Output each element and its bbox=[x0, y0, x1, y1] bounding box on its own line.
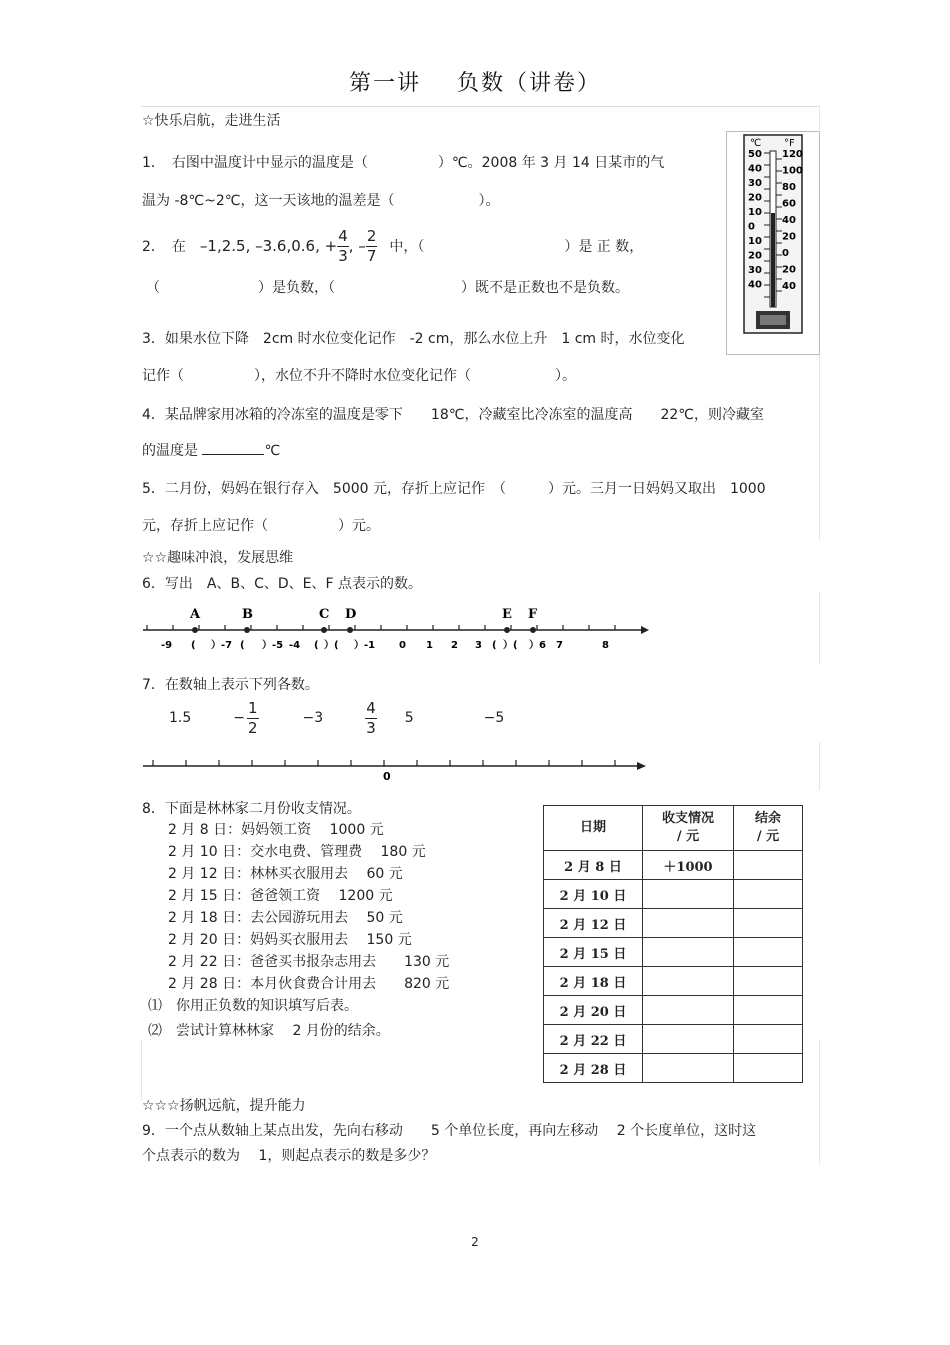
col-amount-unit: / 元 bbox=[676, 829, 700, 844]
q7-number-2-fraction bbox=[247, 699, 259, 738]
table-row bbox=[544, 909, 803, 938]
q7-number-2-sign: − bbox=[233, 710, 245, 726]
section-heading-2: ☆☆趣味冲浪，发展思维 bbox=[142, 550, 294, 566]
q6-tick-label: ( bbox=[314, 640, 319, 651]
q6-tick-label: 7 bbox=[556, 640, 563, 651]
celsius-tick-label: 10 bbox=[748, 236, 762, 247]
q6-point-label: D bbox=[345, 607, 357, 622]
frame-right-edge-3 bbox=[819, 592, 820, 664]
row-date: 2 月 12 日 bbox=[544, 909, 643, 938]
row-amount[interactable] bbox=[643, 967, 734, 996]
celsius-tick-label: 20 bbox=[748, 192, 762, 204]
fahrenheit-tick-label: 40 bbox=[782, 281, 796, 292]
q6-tick-label: -4 bbox=[289, 640, 301, 651]
q7-zero-label: 0 bbox=[383, 770, 391, 783]
q6-tick-label: ）( bbox=[324, 640, 339, 651]
row-date: 2 月 15 日 bbox=[544, 938, 643, 967]
col-balance-unit: / 元 bbox=[756, 829, 780, 844]
q2-fraction-2 bbox=[366, 227, 378, 266]
q6-point-e bbox=[504, 627, 510, 633]
page-title bbox=[0, 66, 950, 97]
title-lecture: 第一讲 bbox=[348, 71, 421, 96]
q8-item: 2 月 28 日：本月伙食费合计用去 820 元 bbox=[168, 976, 450, 992]
q6-number-line bbox=[141, 598, 651, 658]
frame-right-edge-4 bbox=[819, 742, 820, 790]
q6-tick-label: ( bbox=[191, 640, 196, 651]
q6-point-label: C bbox=[319, 607, 330, 622]
row-balance[interactable] bbox=[734, 1054, 803, 1083]
q8-intro: 8．下面是林林家二月份收支情况。 bbox=[142, 801, 361, 817]
fahrenheit-tick-label: 20 bbox=[782, 231, 796, 243]
q5-line-2: 元，存折上应记作（ ）元。 bbox=[142, 518, 380, 534]
q8-item: 2 月 8 日：妈妈领工资 1000 元 bbox=[168, 822, 384, 838]
q2-number-list: –1,2.5, –3.6,0.6, + bbox=[199, 237, 338, 255]
row-amount[interactable] bbox=[643, 880, 734, 909]
fahrenheit-tick-label: 60 bbox=[782, 198, 796, 210]
q6-tick-label: ）-1 bbox=[354, 640, 376, 651]
frame-left-edge bbox=[141, 1040, 142, 1100]
title-topic: 负数（讲卷） bbox=[457, 71, 602, 96]
q6-tick-label: ）( bbox=[503, 640, 518, 651]
table-row bbox=[544, 851, 803, 880]
celsius-tick-label: 50 bbox=[748, 149, 762, 160]
q2-f1-denominator: 3 bbox=[338, 246, 348, 265]
celsius-tick-label: 20 bbox=[748, 250, 762, 262]
table-row bbox=[544, 938, 803, 967]
row-balance[interactable] bbox=[734, 851, 803, 880]
q2-lead: 2． 在 bbox=[142, 239, 186, 255]
celsius-tick-label: 30 bbox=[748, 265, 762, 276]
q8-item: 2 月 10 日：交水电费、管理费 180 元 bbox=[168, 844, 426, 860]
col-amount-header bbox=[643, 806, 734, 851]
q7-number-line[interactable] bbox=[141, 752, 651, 786]
q7-number-6: −5 bbox=[483, 710, 505, 726]
q3-line-1: 3．如果水位下降 2cm 时水位变化记作 -2 cm，那么水位上升 1 cm 时，水位变化 bbox=[142, 331, 685, 347]
row-amount[interactable] bbox=[643, 938, 734, 967]
row-balance[interactable] bbox=[734, 1025, 803, 1054]
table-row bbox=[544, 1054, 803, 1083]
q8-item: 2 月 12 日：林林买衣服用去 60 元 bbox=[168, 866, 403, 882]
q3-line-2: 记作（ ），水位不升不降时水位变化记作（ ）。 bbox=[142, 368, 576, 384]
row-balance[interactable] bbox=[734, 967, 803, 996]
q6-tick-label: 3 bbox=[475, 640, 482, 651]
row-amount[interactable] bbox=[643, 996, 734, 1025]
q6-tick-label: ）-7 bbox=[211, 640, 233, 651]
celsius-tick-label: 10 bbox=[748, 207, 762, 218]
q2-f2-numerator: 2 bbox=[366, 226, 377, 245]
celsius-tick-label: 40 bbox=[748, 163, 762, 175]
row-balance[interactable] bbox=[734, 938, 803, 967]
fahrenheit-unit: °F bbox=[784, 138, 795, 149]
q6-point-f bbox=[530, 627, 536, 633]
q6-tick-label: ）-5 bbox=[262, 640, 284, 651]
q8-item: 2 月 18 日：去公园游玩用去 50 元 bbox=[168, 910, 403, 926]
q2-line-1 bbox=[142, 222, 643, 270]
q7-number-5: 5 bbox=[404, 710, 414, 726]
q6-point-label: F bbox=[528, 607, 538, 622]
q6-point-label: A bbox=[190, 607, 201, 622]
celsius-tick-label: 40 bbox=[748, 279, 762, 291]
q5-line-1: 5．二月份，妈妈在银行存入 5000 元，存折上应记作 （ ）元。三月一日妈妈又取出 1000 bbox=[142, 481, 766, 497]
row-date: 2 月 10 日 bbox=[544, 880, 643, 909]
q6-point-d bbox=[347, 627, 353, 633]
row-balance[interactable] bbox=[734, 909, 803, 938]
section-heading-1: ☆快乐启航，走进生活 bbox=[142, 113, 281, 129]
frame-right-edge-5 bbox=[819, 1040, 820, 1165]
thermometer-image bbox=[726, 131, 820, 355]
q7-number-3: −3 bbox=[302, 710, 324, 726]
q6-tick-label: 0 bbox=[399, 640, 406, 651]
q7-n2-denominator: 2 bbox=[248, 718, 258, 737]
fahrenheit-tick-label: 20 bbox=[782, 264, 796, 276]
col-balance-header bbox=[734, 806, 803, 851]
q2-tail: 中，（ ）是 正 数， bbox=[389, 239, 644, 255]
q8-item: 2 月 20 日：妈妈买衣服用去 150 元 bbox=[168, 932, 412, 948]
q7-n4-denominator: 3 bbox=[366, 718, 376, 737]
fahrenheit-tick-label: 80 bbox=[782, 182, 796, 193]
row-date: 2 月 28 日 bbox=[544, 1054, 643, 1083]
frame-right-edge-2 bbox=[819, 355, 820, 540]
frame-divider bbox=[141, 106, 819, 107]
row-date: 2 月 22 日 bbox=[544, 1025, 643, 1054]
row-amount[interactable] bbox=[643, 1025, 734, 1054]
q2-fraction-1 bbox=[337, 227, 349, 266]
page-number: 2 bbox=[471, 1235, 479, 1249]
q7-n4-numerator: 4 bbox=[366, 698, 376, 717]
q6-point-label: B bbox=[242, 607, 253, 622]
q7-text: 7．在数轴上表示下列各数。 bbox=[142, 677, 319, 693]
table-row bbox=[544, 967, 803, 996]
q8-sub-2: ⑵ 尝试计算林林家 2 月份的结余。 bbox=[148, 1023, 390, 1039]
income-expense-table bbox=[543, 805, 803, 1083]
q9-line-2: 个点表示的数为 1，则起点表示的数是多少？ bbox=[142, 1148, 436, 1164]
q8-item: 2 月 15 日：爸爸领工资 1200 元 bbox=[168, 888, 393, 904]
row-date: 2 月 8 日 bbox=[544, 851, 643, 880]
q7-number-4-fraction bbox=[365, 699, 377, 738]
row-amount[interactable] bbox=[643, 1054, 734, 1083]
q1-line-2: 温为 -8℃~2℃，这一天该地的温差是（ ）。 bbox=[142, 193, 500, 209]
q4-unit: ℃ bbox=[264, 443, 281, 459]
q7-numbers bbox=[169, 697, 504, 739]
q8-sub-1: ⑴ 你用正负数的知识填写后表。 bbox=[148, 998, 358, 1014]
q2-f2-denominator: 7 bbox=[366, 246, 377, 265]
col-amount-title: 收支情况 bbox=[661, 811, 714, 826]
q6-point-b bbox=[244, 627, 250, 633]
q2-f1-numerator: 4 bbox=[338, 226, 348, 245]
frame-right-edge bbox=[819, 106, 820, 130]
celsius-unit: ℃ bbox=[750, 138, 762, 149]
q6-point-label: E bbox=[502, 607, 512, 622]
q6-tick-label: -9 bbox=[161, 640, 173, 651]
q2-separator: , – bbox=[348, 237, 366, 255]
fahrenheit-tick-label: 100 bbox=[782, 165, 803, 177]
q6-tick-label: 1 bbox=[426, 640, 433, 651]
table-row bbox=[544, 996, 803, 1025]
q4-line-1: 4．某品牌家用冰箱的冷冻室的温度是零下 18℃，冷藏室比冷冻室的温度高 22℃，则冷藏室 bbox=[142, 407, 764, 423]
col-balance-title: 结余 bbox=[754, 811, 781, 826]
row-balance[interactable] bbox=[734, 880, 803, 909]
q9-line-1: 9．一个点从数轴上某点出发，先向右移动 5 个单位长度，再向左移动 2 个长度单位，这时这 bbox=[142, 1123, 757, 1139]
row-amount[interactable]: ＋1000 bbox=[643, 851, 734, 880]
celsius-tick-label: 30 bbox=[748, 178, 762, 189]
q6-tick-label: ( bbox=[492, 640, 497, 651]
row-date: 2 月 18 日 bbox=[544, 967, 643, 996]
q7-number-1: 1.5 bbox=[169, 710, 192, 726]
q4-prefix: 的温度是 bbox=[142, 443, 198, 459]
q6-tick-label: 8 bbox=[602, 640, 609, 651]
row-date: 2 月 20 日 bbox=[544, 996, 643, 1025]
q2-line-2: （ ）是负数，（ ）既不是正数也不是负数。 bbox=[146, 280, 629, 296]
table-row bbox=[544, 880, 803, 909]
q6-point-c bbox=[321, 627, 327, 633]
q6-text: 6．写出 A、B、C、D、E、F 点表示的数。 bbox=[142, 576, 422, 592]
q6-point-a bbox=[192, 627, 198, 633]
col-date-header: 日期 bbox=[544, 806, 643, 851]
q6-tick-label: ( bbox=[240, 640, 245, 651]
q6-tick-label: 2 bbox=[451, 640, 458, 651]
q7-n2-numerator: 1 bbox=[248, 698, 258, 717]
q8-item: 2 月 22 日：爸爸买书报杂志用去 130 元 bbox=[168, 954, 450, 970]
q1-line-1: 1． 右图中温度计中显示的温度是（ ）℃。2008 年 3 月 14 日某市的气 bbox=[142, 155, 665, 171]
row-balance[interactable] bbox=[734, 996, 803, 1025]
celsius-tick-label: 0 bbox=[748, 221, 755, 233]
q4-answer-blank[interactable] bbox=[202, 442, 264, 455]
row-amount[interactable] bbox=[643, 909, 734, 938]
q6-tick-label: ）6 bbox=[529, 640, 546, 651]
section-heading-3: ☆☆☆扬帆远航，提升能力 bbox=[142, 1098, 306, 1114]
table-row bbox=[544, 1025, 803, 1054]
fahrenheit-tick-label: 40 bbox=[782, 215, 796, 226]
fahrenheit-tick-label: 120 bbox=[782, 149, 803, 160]
mercury-column bbox=[771, 213, 775, 307]
q4-line-2 bbox=[142, 440, 280, 460]
fahrenheit-tick-label: 0 bbox=[782, 248, 789, 259]
